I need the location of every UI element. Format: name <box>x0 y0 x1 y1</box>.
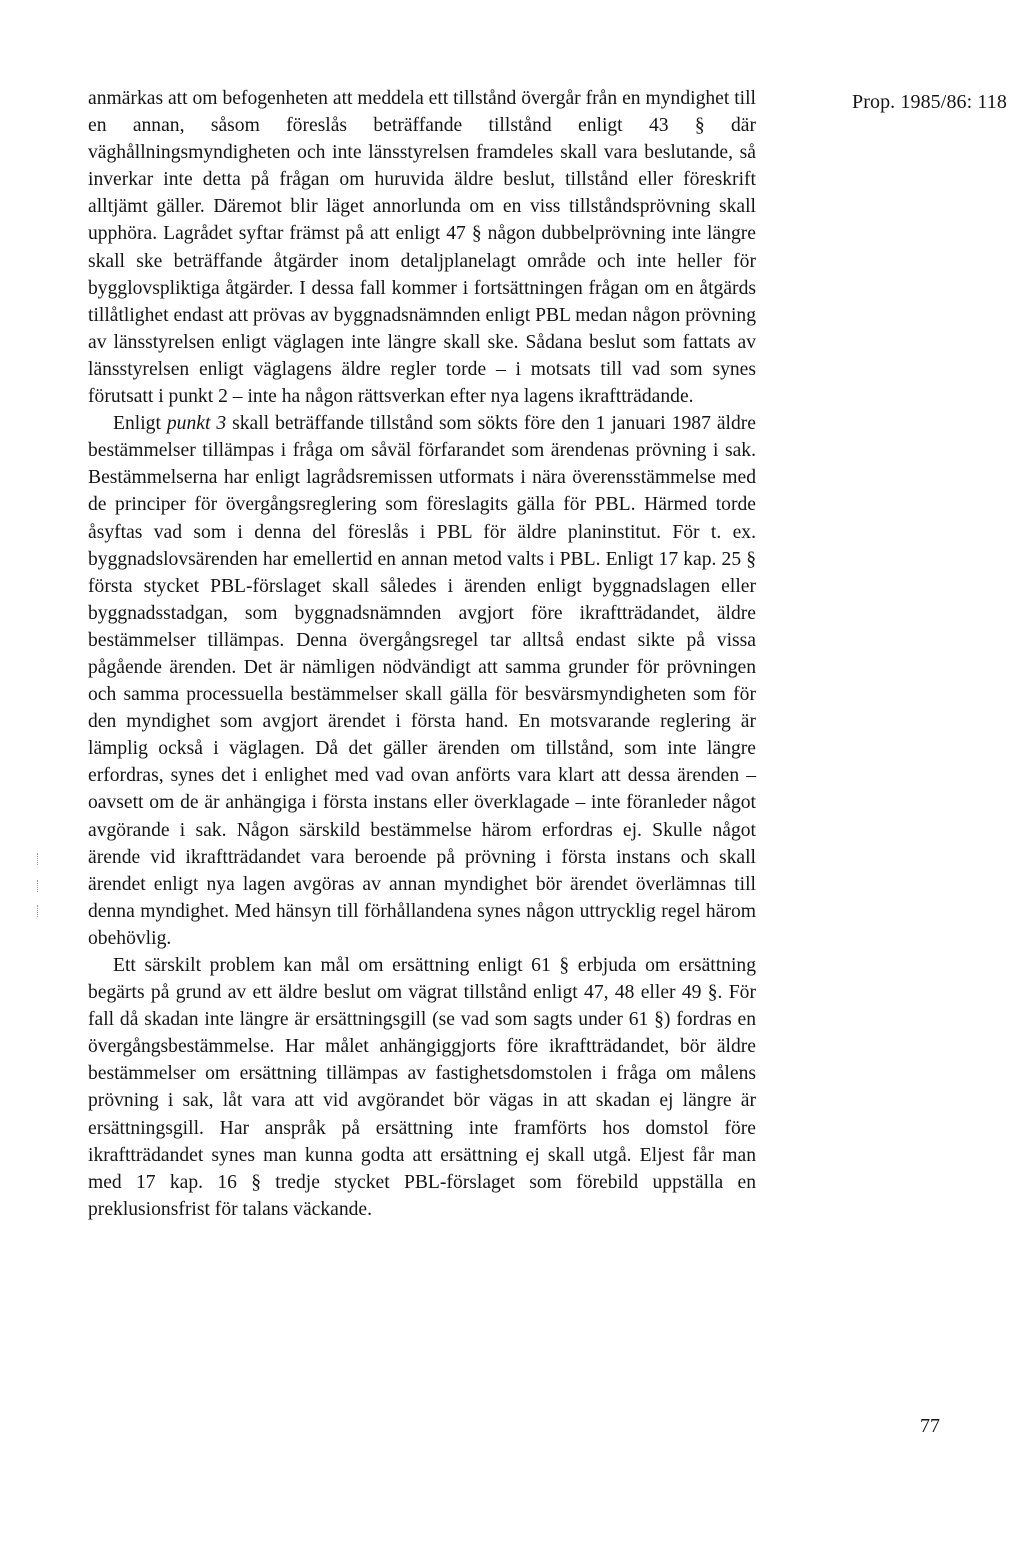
paragraph-1: anmärkas att om befogenheten att meddela ett tillstånd övergår från en myndighet till en annan, såsom föreslås beträffande tillstånd enligt 43 § där väghållningsmyndigheten och inte länsstyrelsen framdeles skall vara beslutande, så inverkar inte detta på frågan om huruvida äldre beslut, tillstånd eller föreskrift alltjämt gäller. Däremot blir läget annorlunda om en viss tillståndsprövning skall upphöra. Lagrådet syftar främst på att enligt 47 § någon dubbelprövning inte längre skall ske beträffande åtgärder inom detaljplanelagt område och inte heller för bygglovspliktiga åtgärder. I dessa fall kommer i fortsättningen frågan om en åtgärds tillåtlighet endast att prövas av byggnadsnämnden enligt PBL medan någon prövning av länsstyrelsen enligt väglagen inte längre skall ske. Sådana beslut som fattats av länsstyrelsen enligt väglagens äldre regler torde – i motsats till vad som synes förutsatt i punkt 2 – inte ha någon rättsverkan efter nya lagens ikraftträdande. <box>88 88 756 408</box>
paragraph-2-rest: skall beträffande tillstånd som sökts före den 1 januari 1987 äldre bestämmelser tillämpas i fråga om såväl förfarandet som ärendenas prövning i sak. Bestämmelserna har enligt lagrådsremissen utformats i nära överensstämmelse med de principer för övergångsreglering som föreslagits gälla för PBL. Härmed torde åsyftas vad som i denna del föreslås i PBL för äldre planinstitut. För t. ex. byggnadslovsärenden har emellertid en annan metod valts i PBL. Enligt 17 kap. 25 § första stycket PBL-förslaget skall således i ärenden enligt byggnadslagen eller byggnadsstadgan, som byggnadsnämnden avgjort före ikraftträdandet, äldre bestämmelser tillämpas. Denna övergångsregel tar alltså endast sikte på vissa pågående ärenden. Det är nämligen nödvändigt att samma grunder för prövningen och samma processuella bestämmelser skall gälla för besvärsmyndigheten som för den myndighet som avgjort ärendet i första hand. En motsvarande reglering är lämplig också i väglagen. Då det gäller ärenden om tillstånd, som inte längre erfordras, synes det i enlighet med vad ovan anförts vara klart att dessa ärenden – oavsett om de är anhängiga i första instans eller överklagade – inte föranleder något avgörande i sak. Någon särskild bestämmelse härom erfordras ej. Skulle något ärende vid ikraftträdandet vara beroende på prövning i första instans och skall ärendet enligt nya lagen avgöras av annan myndighet bör ärendet överlämnas till denna myndighet. Med hänsyn till förhållandena synes någon uttrycklig regel härom obehövlig. <box>88 413 756 949</box>
paragraph-3: Ett särskilt problem kan mål om ersättning enligt 61 § erbjuda om ersättning begärts på grund av ett äldre beslut om vägrat tillstånd enligt 47, 48 eller 49 §. För fall då skadan inte längre är ersättningsgill (se vad som sagts under 61 §) fordras en övergångsbestämmelse. Har målet anhängiggjorts före ikraftträdandet, bör äldre bestämmelser om ersättning tillämpas av fastighetsdomstolen i fråga om målens prövning i sak, låt vara att vid avgörandet bör vägas in att skadan ej längre är ersättningsgill. Har anspråk på ersättning inte framförts hos domstol före ikraftträdandet synes man kunna godta att ersättning ej skall utgå. Eljest får man med 17 kap. 16 § tredje stycket PBL-förslaget som förebild uppställa en preklusionsfrist för talans väckande. <box>88 955 756 1220</box>
body-text <box>88 85 756 1223</box>
paragraph-2 <box>88 410 756 952</box>
margin-scan-mark <box>37 880 39 892</box>
proposition-reference: Prop. 1985/86: 118 <box>852 91 1007 113</box>
paragraph-2-lead: Enligt <box>113 413 167 435</box>
margin-scan-mark <box>37 853 39 865</box>
page-number: 77 <box>920 1415 940 1437</box>
margin-scan-mark <box>37 905 39 917</box>
paragraph-2-italic-term: punkt 3 <box>166 413 227 435</box>
